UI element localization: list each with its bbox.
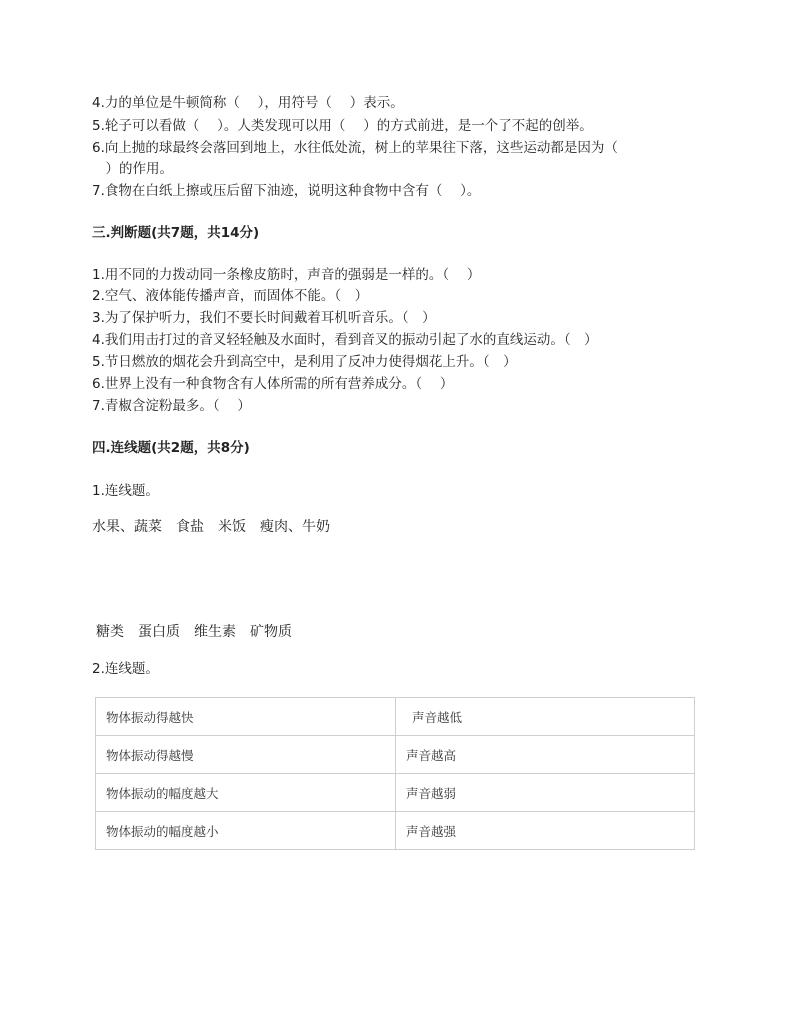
table-cell-right: 声音越高 <box>396 736 695 774</box>
matching-table <box>95 697 695 850</box>
table-cell-left: 物体振动的幅度越小 <box>96 812 396 850</box>
food-item: 食盐 <box>176 519 204 535</box>
food-item: 米饭 <box>218 519 246 535</box>
table-cell-left: 物体振动得越快 <box>96 698 396 736</box>
table-cell-right: 声音越强 <box>396 812 695 850</box>
table-row <box>96 774 695 812</box>
matching-nutrients-row <box>96 622 292 642</box>
judge-question-5: 5.节日燃放的烟花会升到高空中，是利用了反冲力使得烟花上升。（ ） <box>92 354 517 370</box>
section-4-title: 四.连线题(共2题，共8分) <box>92 440 250 456</box>
fill-blank-question-6-cont: ）的作用。 <box>92 161 173 177</box>
table-cell-left: 物体振动得越慢 <box>96 736 396 774</box>
judge-question-7: 7.青椒含淀粉最多。（ ） <box>92 398 251 414</box>
section-3-title: 三.判断题(共7题，共14分) <box>92 225 260 241</box>
matching-question-2-label: 2.连线题。 <box>92 661 159 677</box>
nutrient-item: 维生素 <box>194 624 236 640</box>
fill-blank-question-5: 5.轮子可以看做（ ）。人类发现可以用（ ）的方式前进，是一个了不起的创举。 <box>92 118 593 134</box>
table-row <box>96 736 695 774</box>
fill-blank-question-7: 7.食物在白纸上擦或压后留下油迹，说明这种食物中含有（ ）。 <box>92 183 481 199</box>
food-item: 瘦肉、牛奶 <box>260 519 330 535</box>
food-item: 水果、蔬菜 <box>92 519 162 535</box>
nutrient-item: 蛋白质 <box>138 624 180 640</box>
nutrient-item: 矿物质 <box>250 624 292 640</box>
table-cell-left: 物体振动的幅度越大 <box>96 774 396 812</box>
nutrient-item: 糖类 <box>96 624 124 640</box>
table-cell-right: 声音越弱 <box>396 774 695 812</box>
fill-blank-question-6: 6.向上抛的球最终会落回到地上，水往低处流，树上的苹果往下落，这些运动都是因为（ <box>92 140 618 156</box>
judge-question-3: 3.为了保护听力，我们不要长时间戴着耳机听音乐。（ ） <box>92 310 436 326</box>
table-row <box>96 812 695 850</box>
judge-question-1: 1.用不同的力拨动同一条橡皮筋时，声音的强弱是一样的。（ ） <box>92 267 481 283</box>
judge-question-2: 2.空气、液体能传播声音，而固体不能。（ ） <box>92 288 369 304</box>
matching-question-1-label: 1.连线题。 <box>92 483 159 499</box>
judge-question-4: 4.我们用击打过的音叉轻轻触及水面时，看到音叉的振动引起了水的直线运动。（ ） <box>92 332 598 348</box>
fill-blank-question-4: 4.力的单位是牛顿简称（ ），用符号（ ）表示。 <box>92 95 404 111</box>
table-row <box>96 698 695 736</box>
table-cell-right: 声音越低 <box>396 698 695 736</box>
judge-question-6: 6.世界上没有一种食物含有人体所需的所有营养成分。（ ） <box>92 376 454 392</box>
matching-foods-row <box>92 517 330 537</box>
